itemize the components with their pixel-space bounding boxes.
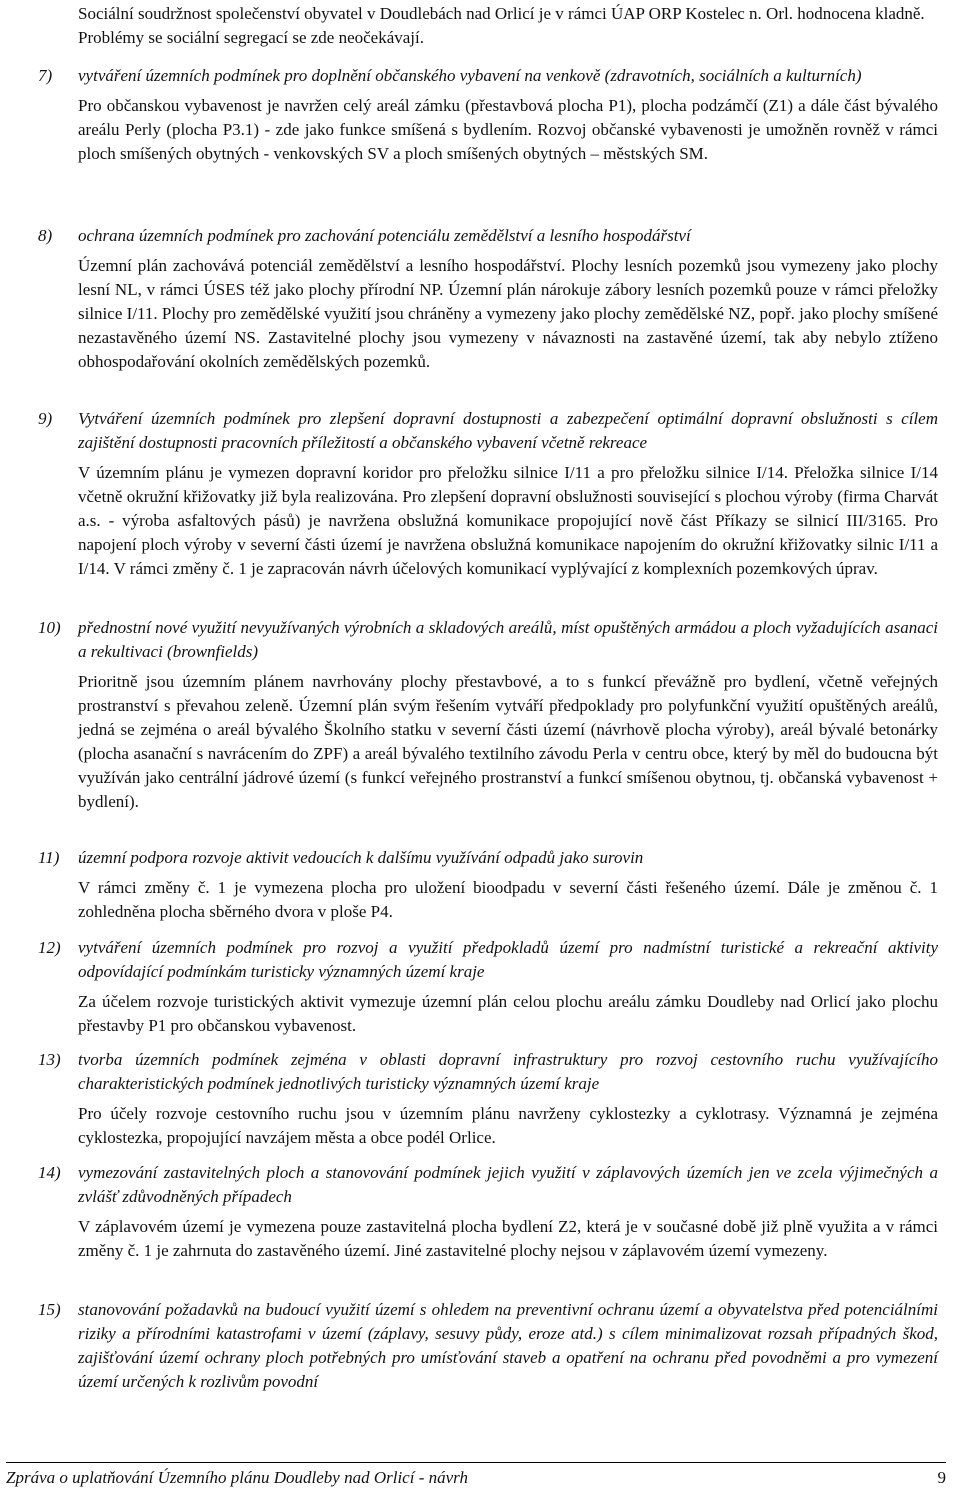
list-item-13 <box>38 1048 938 1150</box>
item-number: 10) <box>38 618 61 637</box>
item-heading <box>38 224 938 248</box>
item-body: Prioritně jsou územním plánem navrhovány plochy přestavbové, a to s funkcí převážně pro bydlení, včetně veřejných prostranství s převahou zeleně. Územní plán svým řešením vytváří předpoklady pro polyfunkční využití opuštěných areálů, jedná se zejména o areál bývalého Školního statku v severní části území (návrhově plocha výroby), areál bývalé betonárky (plocha asanační s navrácením do ZPF) a areál bývalého textilního závodu Perla v centru obce, který by měl do budoucna být využíván jako centrální jádrové území (s funkcí veřejného prostranství a funkcí smíšenou obytnou, tj. občanská vybavenost + bydlení). <box>78 672 938 811</box>
item-heading <box>38 1161 938 1209</box>
item-number: 12) <box>38 938 61 957</box>
intro-paragraph: Sociální soudržnost společenství obyvatel v Doudlebách nad Orlicí je v rámci ÚAP ORP Kostelec n. Orl. hodnocena kladně. Problémy se sociální segregací se zde neočekávají. <box>78 4 925 47</box>
item-number: 8) <box>38 226 53 245</box>
item-body: Pro občanskou vybavenost je navržen celý areál zámku (přestavbová plocha P1), plocha podzámčí (Z1) a dále část bývalého areálu Perly (plocha P3.1) - zde jako funkce smíšená s bydlením. Rozvoj občanské vybavenosti je umožněn rovněž v rámci ploch smíšených obytných - venkovských SV a ploch smíšených obytných – městských SM. <box>78 96 938 163</box>
item-heading-text: územní podpora rozvoje aktivit vedoucích k dalšímu využívání odpadů jako surovin <box>78 848 644 867</box>
list-item-12 <box>38 936 938 1038</box>
item-number: 9) <box>38 409 53 428</box>
item-body: V rámci změny č. 1 je vymezena plocha pro uložení bioodpadu v severní části řešeného území. Dále je změnou č. 1 zohledněna plocha sběrného dvora v ploše P4. <box>78 878 938 921</box>
item-body: Územní plán zachovává potenciál zemědělství a lesního hospodářství. Plochy lesních pozemků jsou vymezeny jako plochy lesní NL, v rámci ÚSES též jako plochy přírodní NP. Územní plán nárokuje zábory lesních pozemků pouze v rámci přeložky silnice I/11. Plochy pro zemědělské využití jsou chráněny a vymezeny jako plochy zemědělské NZ, popř. jako plochy smíšené nezastavěného území NS. Zastavitelné plochy jsou vymezeny v návaznosti na zastavěné území, tak aby nebylo ztíženo obhospodařování okolních zemědělských pozemků. <box>78 256 938 371</box>
item-heading <box>38 846 938 870</box>
list-item-11 <box>38 846 938 924</box>
item-body: Pro účely rozvoje cestovního ruchu jsou v územním plánu navrženy cyklostezky a cyklotrasy. Významná je zejména cyklostezka, propojující navzájem města a obce podél Orlice. <box>78 1104 938 1147</box>
item-heading <box>38 616 938 664</box>
item-body: Za účelem rozvoje turistických aktivit vymezuje územní plán celou plochu areálu zámku Doudleby nad Orlicí jako plochu přestavby P1 pro občanskou vybavenost. <box>78 992 938 1035</box>
list-item-8 <box>38 224 938 374</box>
footer-title: Zpráva o uplatňování Územního plánu Doudleby nad Orlicí - návrh <box>6 1468 468 1487</box>
item-body: V záplavovém území je vymezena pouze zastavitelná plocha bydlení Z2, která je v současné době již plně využita a v rámci změny č. 1 je zahrnuta do zastavěného území. Jiné zastavitelné plochy nejsou v záplavovém území vymezeny. <box>78 1217 938 1260</box>
item-number: 7) <box>38 66 53 85</box>
item-heading <box>38 936 938 984</box>
item-number: 11) <box>38 848 60 867</box>
item-heading-text: vymezování zastavitelných ploch a stanovování podmínek jejich využití v záplavových územích jen ve zcela výjimečných a zvlášť zdůvodněných případech <box>78 1163 938 1206</box>
item-heading-text: vytváření územních podmínek pro rozvoj a využití předpokladů území pro nadmístní turistické a rekreační aktivity odpovídající podmínkám turisticky významných území kraje <box>78 938 938 981</box>
item-body: V územním plánu je vymezen dopravní koridor pro přeložku silnice I/11 a pro přeložku silnice I/14. Přeložka silnice I/14 včetně okružní křižovatky již byla realizována. Pro zlepšení dopravní obslužnosti související s plochou výroby (firma Charvát a.s. - výroba asfaltových pásů) je navržena obslužná komunikace propojující nově část Příkazy se silnicí III/3165. Pro napojení ploch výroby v severní části území je navržena obslužná komunikace napojením do okružní křižovatky silnic I/11 a I/14. V rámci změny č. 1 je zapracován návrh účelových komunikací vyplývající z komplexních pozemkových úprav. <box>78 463 938 578</box>
item-heading-text: Vytváření územních podmínek pro zlepšení dopravní dostupnosti a zabezpečení optimální dopravní obslužnosti s cílem zajištění dostupnosti pracovních příležitostí a občanského vybavení včetně rekreace <box>78 409 938 452</box>
list-item-9 <box>38 407 938 581</box>
page-number: 9 <box>937 1468 946 1487</box>
list-item-7 <box>38 64 938 166</box>
item-heading-text: tvorba územních podmínek zejména v oblasti dopravní infrastruktury pro rozvoj cestovního ruchu využívajícího charakteristických podmínek jednotlivých turisticky významných území kraje <box>78 1050 938 1093</box>
item-heading-text: přednostní nové využití nevyužívaných výrobních a skladových areálů, míst opuštěných armádou a ploch vyžadujících asanaci a rekultivaci (brownfields) <box>78 618 938 661</box>
page-footer <box>6 1462 946 1493</box>
item-number: 13) <box>38 1050 61 1069</box>
item-heading-text: ochrana územních podmínek pro zachování potenciálu zemědělství a lesního hospodářství <box>78 226 691 245</box>
list-item-10 <box>38 616 938 814</box>
item-heading <box>38 1298 938 1394</box>
item-heading-text: stanovování požadavků na budoucí využití území s ohledem na preventivní ochranu území a obyvatelstva před potenciálními riziky a přírodními katastrofami v území (záplavy, sesuvy půdy, eroze atd.) s cílem minimalizovat rozsah případných škod, zajišťování území ochrany ploch potřebných pro umísťování staveb a opatření na ochranu před povodněmi a pro vymezení území určených k rozlivům povodní <box>78 1300 938 1391</box>
list-item-15 <box>38 1298 938 1394</box>
item-heading-text: vytváření územních podmínek pro doplnění občanského vybavení na venkově (zdravotních, sociálních a kulturních) <box>78 66 862 85</box>
item-number: 15) <box>38 1300 61 1319</box>
list-item-14 <box>38 1161 938 1263</box>
item-heading <box>38 64 938 88</box>
item-heading <box>38 1048 938 1096</box>
item-heading <box>38 407 938 455</box>
item-number: 14) <box>38 1163 61 1182</box>
